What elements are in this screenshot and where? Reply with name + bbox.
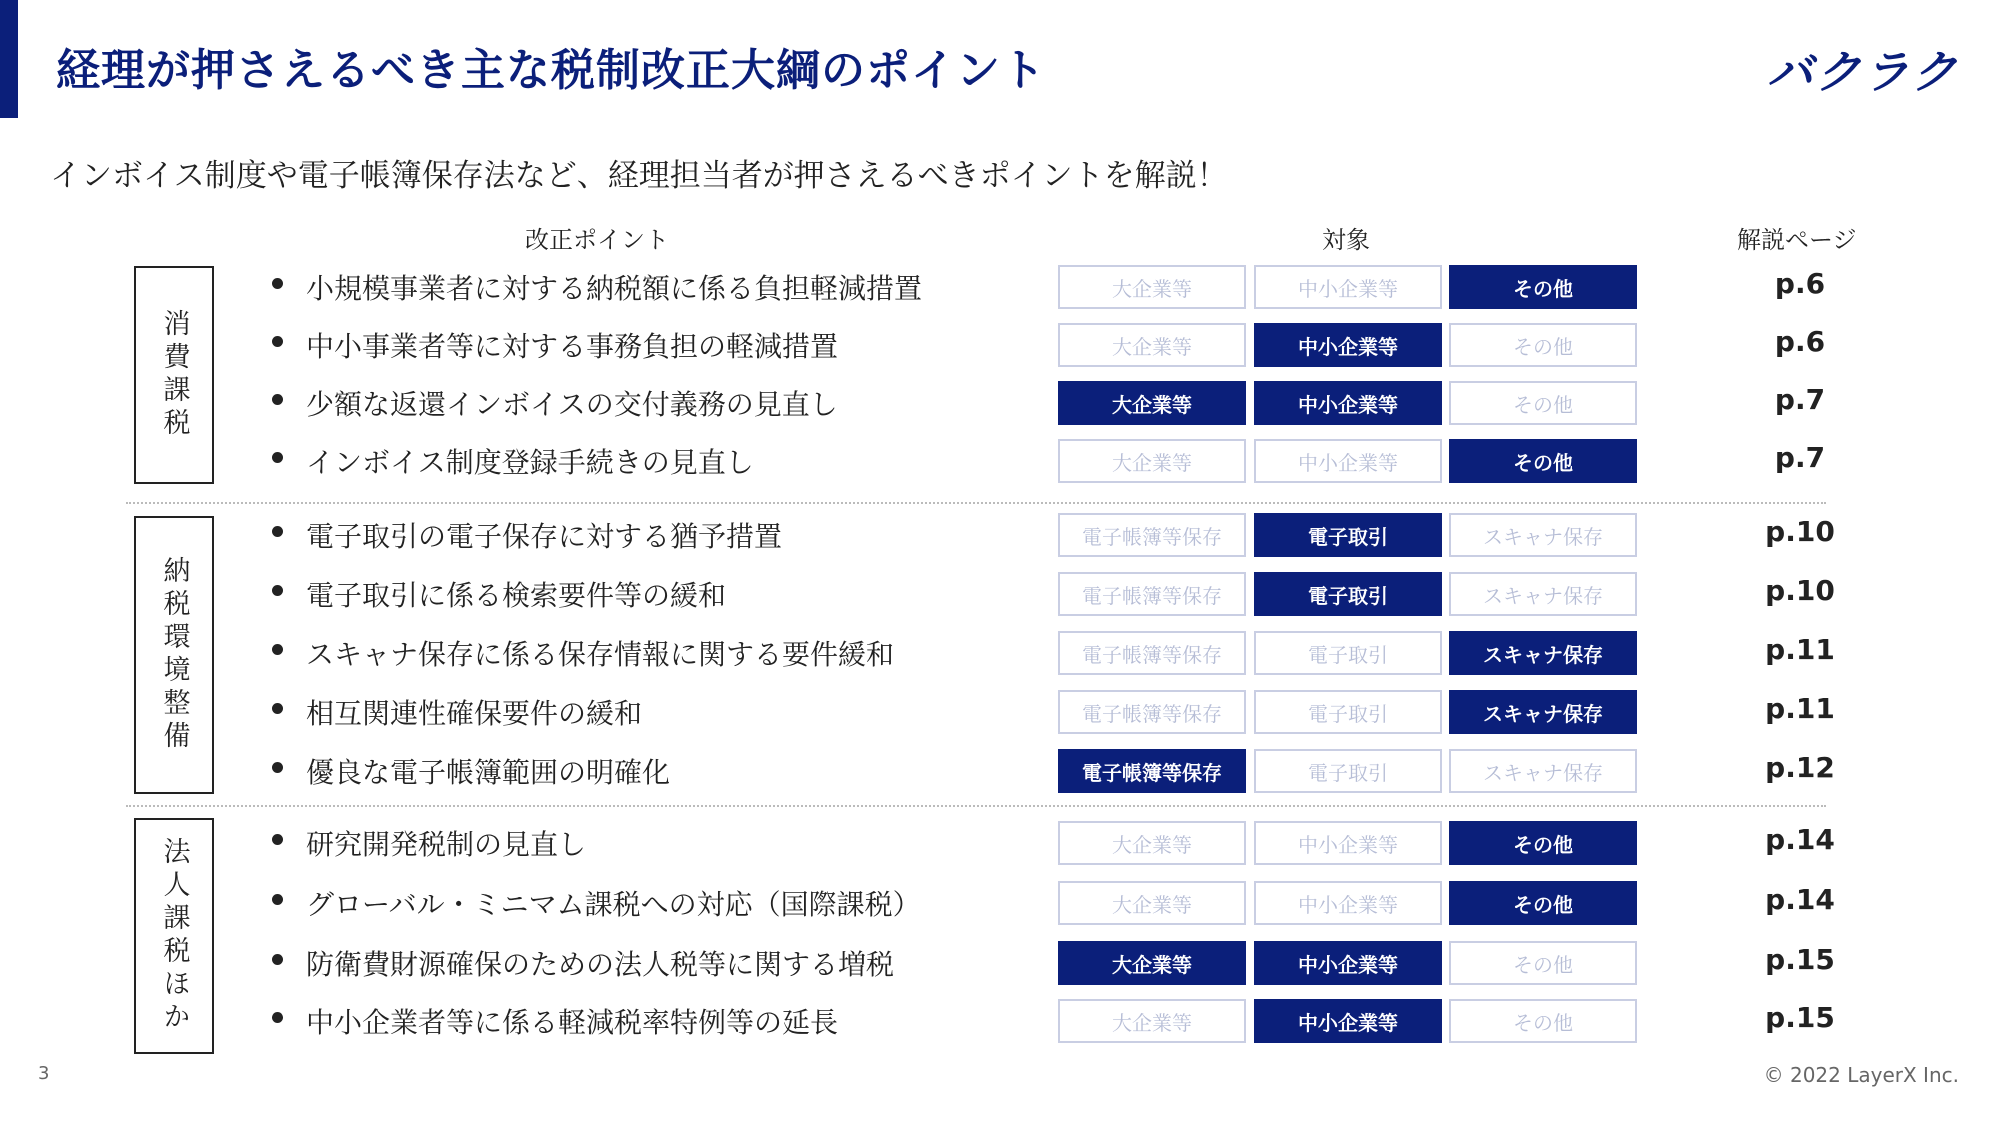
column-header-page: 解説ページ	[1737, 226, 1857, 254]
list-item	[0, 323, 1999, 369]
target-tag: 電子取引	[1254, 749, 1442, 793]
list-item	[0, 513, 1999, 559]
page-ref: p.7	[1774, 383, 1826, 416]
target-tag: 中小企業等	[1254, 821, 1442, 865]
bullet-icon	[272, 834, 283, 845]
target-tag: 電子帳簿等保存	[1058, 690, 1246, 734]
bullet-icon	[272, 894, 283, 905]
list-item	[0, 821, 1999, 867]
page-ref: p.15	[1765, 1001, 1835, 1034]
target-tag: 大企業等	[1058, 881, 1246, 925]
bullet-icon	[272, 954, 283, 965]
item-label: 優良な電子帳簿範囲の明確化	[306, 756, 671, 789]
item-label: 相互関連性確保要件の緩和	[306, 697, 643, 730]
target-tag: スキャナ保存	[1449, 572, 1637, 616]
bullet-icon	[272, 644, 283, 655]
list-item	[0, 881, 1999, 927]
target-tag: 中小企業等	[1254, 265, 1442, 309]
bullet-icon	[272, 703, 283, 714]
target-tag: 大企業等	[1058, 381, 1246, 425]
target-tag: 電子帳簿等保存	[1058, 749, 1246, 793]
copyright: © 2022 LayerX Inc.	[1763, 1063, 1959, 1087]
page-ref: p.14	[1765, 883, 1835, 916]
target-tag: 大企業等	[1058, 439, 1246, 483]
bullet-icon	[272, 394, 283, 405]
target-tag: スキャナ保存	[1449, 631, 1637, 675]
page-ref: p.12	[1765, 751, 1835, 784]
target-tag: 中小企業等	[1254, 323, 1442, 367]
list-item	[0, 439, 1999, 485]
page-ref: p.11	[1765, 692, 1835, 725]
target-tag: 中小企業等	[1254, 439, 1442, 483]
item-label: 中小事業者等に対する事務負担の軽減措置	[306, 330, 839, 363]
list-item	[0, 999, 1999, 1045]
group-label-tax-environment: 納税環境整備	[134, 516, 214, 794]
page-ref: p.6	[1774, 267, 1826, 300]
group-divider	[126, 805, 1826, 807]
group-label-corporate-tax: 法人課税ほか	[134, 818, 214, 1054]
item-label: グローバル・ミニマム課税への対応（国際課税）	[306, 888, 921, 921]
column-header-points: 改正ポイント	[525, 226, 669, 254]
target-tag: その他	[1449, 265, 1637, 309]
list-item	[0, 749, 1999, 795]
target-tag: 電子取引	[1254, 631, 1442, 675]
target-tag: 中小企業等	[1254, 999, 1442, 1043]
page-ref: p.6	[1774, 325, 1826, 358]
target-tag: 中小企業等	[1254, 941, 1442, 985]
bullet-icon	[272, 762, 283, 773]
bullet-icon	[272, 336, 283, 347]
target-tag: 電子取引	[1254, 513, 1442, 557]
page-ref: p.15	[1765, 943, 1835, 976]
item-label: 小規模事業者に対する納税額に係る負担軽減措置	[306, 272, 923, 305]
target-tag: 大企業等	[1058, 265, 1246, 309]
target-tag: スキャナ保存	[1449, 749, 1637, 793]
item-label: 電子取引の電子保存に対する猶予措置	[306, 520, 783, 553]
target-tag: その他	[1449, 323, 1637, 367]
list-item	[0, 690, 1999, 736]
target-tag: その他	[1449, 881, 1637, 925]
target-tag: その他	[1449, 381, 1637, 425]
item-label: 研究開発税制の見直し	[306, 828, 587, 861]
list-item	[0, 265, 1999, 311]
slide-page-number: 3	[38, 1063, 50, 1084]
target-tag: その他	[1449, 439, 1637, 483]
item-label: 中小企業者等に係る軽減税率特例等の延長	[306, 1006, 839, 1039]
group-label-consumption-tax: 消費課税	[134, 266, 214, 484]
item-label: スキャナ保存に係る保存情報に関する要件緩和	[306, 638, 895, 671]
target-tag: 大企業等	[1058, 821, 1246, 865]
item-label: 防衛費財源確保のための法人税等に関する増税	[306, 948, 895, 981]
page-title: 経理が押さえるべき主な税制改正大綱のポイント	[56, 45, 1046, 96]
target-tag: その他	[1449, 821, 1637, 865]
target-tag: 大企業等	[1058, 323, 1246, 367]
target-tag: 大企業等	[1058, 999, 1246, 1043]
page-ref: p.11	[1765, 633, 1835, 666]
target-tag: 中小企業等	[1254, 881, 1442, 925]
page-ref: p.7	[1774, 441, 1826, 474]
page-ref: p.14	[1765, 823, 1835, 856]
page-subtitle: インボイス制度や電子帳簿保存法など、経理担当者が押さえるべきポイントを解説！	[50, 158, 1228, 194]
list-item	[0, 572, 1999, 618]
item-label: 少額な返還インボイスの交付義務の見直し	[306, 388, 838, 421]
target-tag: 電子帳簿等保存	[1058, 513, 1246, 557]
target-tag: スキャナ保存	[1449, 513, 1637, 557]
page-ref: p.10	[1765, 515, 1835, 548]
column-header-target: 対象	[1322, 226, 1370, 254]
target-tag: その他	[1449, 941, 1637, 985]
bullet-icon	[272, 452, 283, 463]
title-accent-bar	[0, 0, 18, 118]
brand-logo: バクラク	[1767, 45, 1959, 99]
target-tag: 中小企業等	[1254, 381, 1442, 425]
page-ref: p.10	[1765, 574, 1835, 607]
group-divider	[126, 502, 1826, 504]
item-label: インボイス制度登録手続きの見直し	[306, 446, 754, 479]
target-tag: 大企業等	[1058, 941, 1246, 985]
target-tag: 電子取引	[1254, 572, 1442, 616]
target-tag: その他	[1449, 999, 1637, 1043]
bullet-icon	[272, 585, 283, 596]
target-tag: 電子取引	[1254, 690, 1442, 734]
target-tag: 電子帳簿等保存	[1058, 631, 1246, 675]
bullet-icon	[272, 526, 283, 537]
bullet-icon	[272, 1012, 283, 1023]
list-item	[0, 631, 1999, 677]
target-tag: スキャナ保存	[1449, 690, 1637, 734]
bullet-icon	[272, 278, 283, 289]
item-label: 電子取引に係る検索要件等の緩和	[306, 579, 727, 612]
list-item	[0, 381, 1999, 427]
target-tag: 電子帳簿等保存	[1058, 572, 1246, 616]
list-item	[0, 941, 1999, 987]
